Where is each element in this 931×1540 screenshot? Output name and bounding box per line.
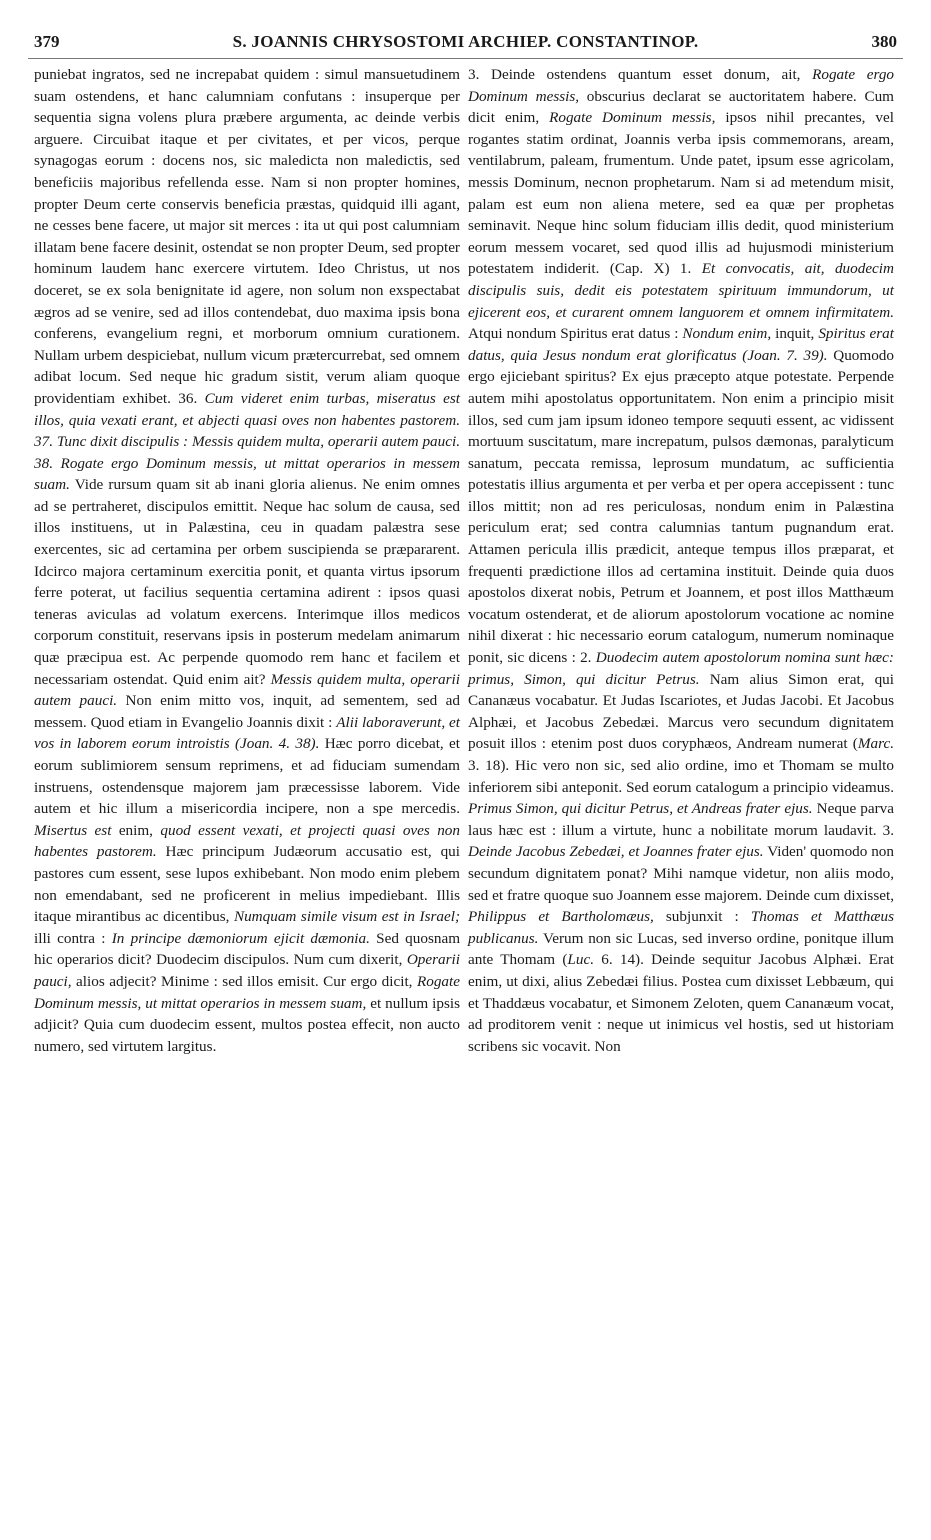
text-run: Hæc principum Judæorum accusatio est, qui pastores cum essent, sese lupos exhibebant. Non modo enim plebem non emendabant, sed ne proficerent in melius impediebant. Illis itaque mirantibus ac dicentibus, [34, 843, 460, 926]
right-column [468, 64, 894, 1057]
scripture-quote: Rogate Dominum messis, ut mittat operarios in messem suam, [34, 972, 460, 1012]
left-column [34, 64, 460, 1057]
scripture-quote: Operarii pauci, [34, 951, 460, 990]
text-run: 3. 18). Hic vero non sic, sed alio ordine, imo et Thomam se multo inferiorem sibi anteponit. Sed eorum catalogum a principio videamus. [468, 757, 894, 796]
text-run: Quomodo ergo ejiciebant spiritus? Ex ejus præcepto atque potestate. Perpende autem mihi apostolatus opportunitatem. Non enim a principio misit illos, sed cum jam ipsum idoneo tempore sequuti essent, ac vidissent mortuum suscitatum, mare increpatum, pulsos dæmonas, paralyticum sanatum, peccata remissa, leprosum mundatum, ac sufficientia potestatis illius argumenta et per verba et per opera accepissent : tunc illos mittit; non ad res periculosas, nondum enim in Palæstina periculum erat; sed contra calumnias tantum pugnandum erat. Attamen pericula illis prædicit, anteque tempus illos præparat, et frequenti prædictione illos ad certamina instituit. Deinde quia duos apostolos dixerat nobis, Petrum et Joannem, et post illos Matthæum vocatum ostenderat, et de aliorum apostolorum vocatione ac nomine nihil dixerat : hic necessario eorum catalogum, numerum nominaque ponit, sic dicens : 2. [468, 346, 894, 667]
running-title: S. JOANNIS CHRYSOSTOMI ARCHIEP. CONSTANTINOP. [232, 32, 699, 51]
scripture-quote: Rogate Dominum messis, [549, 109, 716, 127]
text-run: Atqui nondum Spiritus erat datus : [468, 325, 683, 343]
text-run: ipsos nihil precantes, vel rogantes statim ordinat, Joannis verba ipsis commemorans, aream, ventilabrum, paleam, frumentum. Unde patet, ipsum esse agricolam, messis Dominum, necnon prophetarum. Nam si ad metendum misit, palam est eum non aliena metere, sed ea quæ per prophetas seminavit. Neque hinc solum fiduciam illis dedit, quod ministerium eorum messem vocaret, sed quod illis ad hujusmodi ministerium potestatem indiderit. (Cap. X) 1. [468, 109, 894, 278]
scripture-quote: Luc. [567, 951, 594, 969]
scripture-quote: Cum videret enim turbas, miseratus est illos, quia vexati erant, et abjecti quasi oves non habentes pastorem. 37. Tunc dixit discipulis : Messis quidem multa, operarii autem pauci. 38. Rogate ergo Dominum messis, ut mittat operarios in messem suam. [34, 389, 461, 494]
scripture-quote: Thomas et Matthæus publicanus. [468, 908, 894, 947]
text-run: illi contra : [34, 929, 112, 947]
scripture-quote: Spiritus erat datus, quia Jesus nondum erat glorificatus (Joan. 7. 39). [468, 325, 894, 364]
text-run: 6. 14). Deinde sequitur Jacobus Alphæi. Erat enim, ut dixi, alius Zebedæi filius. Postea cum dixisset Lebbæum, qui et Thaddæus vocabatur, et Simonem Zeloten, quem Cananæum vocat, ad proditorem venit : neque ut inimicus vel hostis, sed ut historiam scribens sic vocavit. Non [468, 951, 894, 1055]
page-number-left: 379 [34, 32, 60, 51]
scripture-quote: Alii laboraverunt, et vos in laborem eorum introistis (Joan. 4. 38). [34, 713, 461, 753]
scripture-quote: Primus Simon, qui dicitur Petrus, et Andreas frater ejus. [468, 800, 813, 818]
text-run: subjunxit : [653, 908, 751, 926]
scripture-quote: In principe dæmoniorum ejicit dæmonia. [111, 929, 370, 947]
scripture-quote: Deinde Jacobus Zebedæi, et Joannes frater ejus. [468, 843, 764, 861]
text-run: inquit, [771, 325, 819, 343]
text-run: puniebat ingratos, sed ne increpabat quidem : simul mansuetudinem suam ostendens, et hanc calumniam confutans : insuperque per sequentia signa volens plura præbere argumenta, ac deinde verbis arguere. Circuibat itaque et per civitates, et per vicos, perque synagogas eorum : docens nos, sic maledicta non maledictis, sed beneficiis majoribus refellenda esse. Nam si non propter homines, propter Deum certe conservis beneficia præstas, quidquid illi agant, ne cesses bene facere, ut major sit merces : ita ut qui post calumniam illatam bene facere desinit, ostendat se non propter Deum, sed propter hominum laudem hanc exercere virtutem. Ideo Christus, ut nos doceret, se ex sola benignitate id agere, non solum non exspectabat ægros ad se venire, sed ad illos contendebat, duo maxima ipsis bona conferens, evangelium regni, et morborum omnium curationem. Nullam urbem despiciebat, nullum vicum prætercurrebat, sed omnem adibat locum. Sed neque hic gradum sistit, verum aliam quoque providentiam exhibet. 36. [34, 66, 460, 407]
text-run: Nam alius Simon erat, qui Cananæus vocabatur. Et Judas Iscariotes, et Judas Jacobi. Et Jacobus Alphæi, et Jacobus Zebedæi. Marcus vero secundum dignitatem posuit illos : etenim post duos coryphæos, Andream numerat ( [468, 670, 894, 753]
scripture-quote: Messis quidem multa, operarii autem pauci. [34, 670, 460, 710]
scripture-quote: quod essent vexati, et projecti quasi oves non habentes pastorem. [34, 821, 460, 861]
text-run: Vide rursum quam sit ab inani gloria alienus. Ne enim omnes ad se pertraheret, discipulos emittit. Neque hac solum de causa, sed illos instituens, ut in Palæstina, ceu in quadam palæstra sese exercentes, sic ad certamina per orbem suscipienda se præpararent. Idcirco majora certaminum exercitia ponit, et quanta virtus ipsorum ferre poterat, ut facilius sequentia certamina adirent : ipsos quasi teneras aviculas ad volatum exercens. Interimque illos medicos corporum constituit, reservans ipsis in posterum medelam animarum quæ præcipua est. Ac perpende quomodo rem hanc et facilem et necessariam ostendat. Quid enim ait? [34, 476, 460, 688]
text-run: obscurius declarat se auctoritatem habere. Cum dicit enim, [468, 87, 894, 127]
text-run: alios adjecit? Minime : sed illos emisit. Cur ergo dicit, [71, 972, 417, 990]
scripture-quote: Rogate ergo Dominum messis, [468, 66, 895, 105]
scripture-quote: Numquam simile visum est in Israel; [233, 908, 460, 926]
text-run: Viden' quomodo non secundum dignitatem ponat? Mihi namque videtur, non aliis modo, sed et fratre quoque suo Joannem esse majorem. Deinde cum dixisset, [468, 843, 894, 904]
scripture-quote: Philippus et Bartholomæus, [468, 908, 654, 926]
text-run: Hæc porro dicebat, et eorum sublimiorem sensum reprimens, et ad fiduciam sumendam instruens, ostendensque majorem jam præcessisse laborem. Vide autem et hic illum a misericordia incipere, non a spe mercedis. [34, 735, 460, 818]
text-run: Sed quosnam hic operarios dicit? Duodecim discipulos. Num cum dixerit, [34, 929, 461, 969]
page-header [28, 24, 903, 59]
scripture-quote: Duodecim autem apostolorum nomina sunt hæc: primus, Simon, qui dicitur Petrus. [468, 649, 894, 688]
text-run: Neque parva laus hæc est : illum a virtute, hunc a nobilitate morum laudavit. 3. [468, 800, 894, 839]
scripture-quote: Et convocatis, ait, duodecim discipulis suis, dedit eis potestatem spirituum immundorum, ut ejicerent eos, et curarent omnem languorem et omnem infirmitatem. [468, 260, 894, 321]
right-column-text [468, 64, 894, 1057]
text-run: Non enim mitto vos, inquit, ad sementem, sed ad messem. Quod etiam in Evangelio Joannis dixit : [34, 692, 460, 731]
text-run: 3. Deinde ostendens quantum esset donum, ait, [468, 66, 813, 83]
text-run: enim, [111, 821, 161, 839]
text-run: Verum non sic Lucas, sed inverso ordine, ponitque illum ante Thomam ( [468, 929, 894, 969]
text-run: et nullum ipsis adjicit? Quia cum duodecim essent, multos postea effecit, non aucto numero, sed virtutem largitus. [34, 994, 460, 1055]
left-column-text [34, 64, 460, 1057]
page-number-right: 380 [871, 32, 897, 51]
scripture-quote: Marc. [857, 735, 894, 753]
scripture-quote: Nondum enim, [682, 325, 772, 343]
scripture-quote: Misertus est [34, 821, 112, 839]
